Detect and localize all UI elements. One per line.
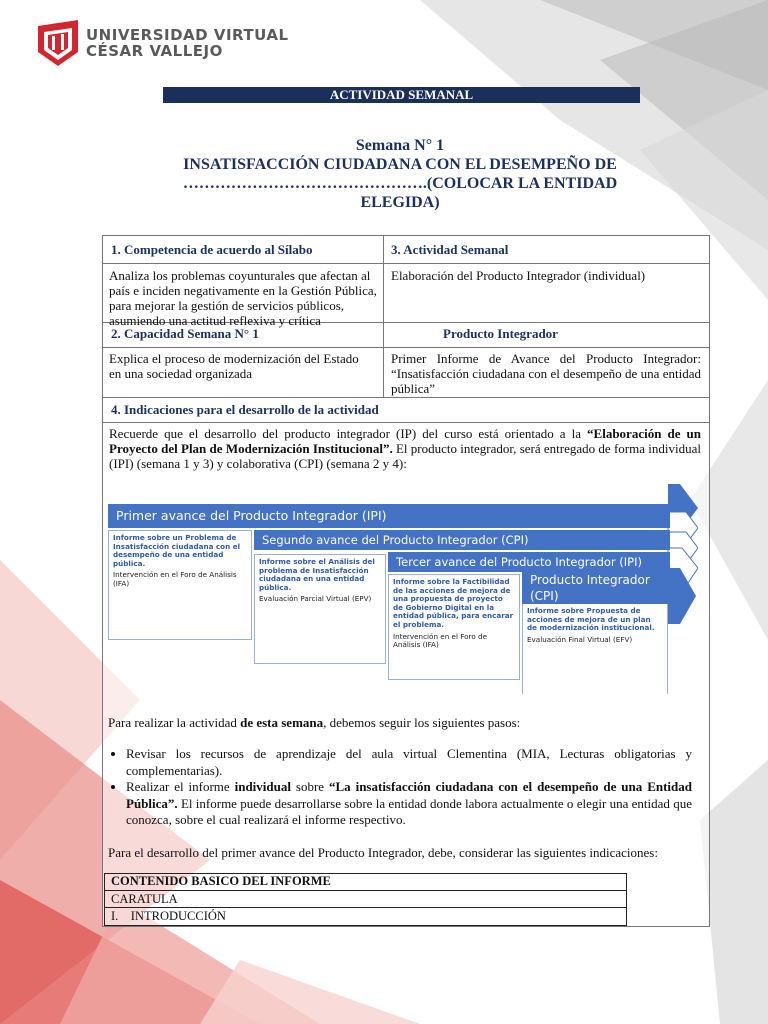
- actividad-text: Elaboración del Producto Integrador (individual): [391, 268, 646, 283]
- intro-emphasis: “Elaboración de un Proyecto del Plan de Modernización Institucional”.: [109, 426, 701, 456]
- producto-text: Primer Informe de Avance del Producto Integrador: “Insatisfacción ciudadana con el desempeño de una entidad pública”: [391, 351, 701, 396]
- diagram-box-2: [254, 554, 386, 664]
- box-3-title: Informe sobre la Factibilidad de las acciones de mejora de una propuesta de proyecto de Gobierno Digital en la entidad pública, para encarar el problema.: [393, 577, 514, 629]
- contenido-row: [105, 907, 626, 925]
- competencia-text: Analiza los problemas coyunturales que afectan al país e inciden negativamente en la Gestión Pública, para mejorar la gestión de servicios públicos, asumiendo una actitud reflexiva y crítica: [109, 268, 377, 328]
- activity-banner: ACTIVIDAD SEMANAL: [163, 87, 640, 103]
- closing-instruction: Para el desarrollo del primer avance del Producto Integrador, debe, considerar las siguientes indicaciones:: [108, 845, 658, 860]
- row-divider: [103, 263, 709, 264]
- logo-line-2: CÉSAR VALLEJO: [86, 42, 223, 60]
- lead-text-end: , debemos seguir los siguientes pasos:: [323, 715, 521, 730]
- box-4-note: Evaluación Final Virtual (EFV): [527, 634, 633, 644]
- lead-text: Para realizar la actividad: [108, 715, 241, 730]
- intro-text-end: El producto integrador, será entregado de forma individual (IPI) (semana 1 y 3) y colaborativa (CPI) (semana 2 y 4):: [109, 441, 702, 471]
- week-number: Semana N° 1: [355, 137, 445, 154]
- band-4-line-2: (CPI): [530, 589, 559, 603]
- diagram-box-1: [108, 530, 252, 640]
- box-2-note: Evaluación Parcial Virtual (EPV): [259, 594, 372, 604]
- step-2-text-end: El informe puede desarrollarse sobre la entidad donde labora actualmente o elegir una entidad que conozca, sobre el cual realizará el informe respectivo.: [126, 795, 692, 827]
- heading-line-3: ……………………………………….(COLOCAR LA ENTIDAD: [182, 175, 618, 192]
- university-logo-icon: [38, 20, 78, 66]
- contenido-title: CONTENIDO BASICO DEL INFORME: [111, 874, 331, 888]
- lead-emphasis: de esta semana: [240, 715, 324, 730]
- capacidad-text: Explica el proceso de modernización del Estado en una sociedad organizada: [109, 351, 359, 381]
- box-4-title: Informe sobre Propuesta de acciones de mejora de un plan de modernización institucional.: [527, 606, 655, 633]
- band-segundo-avance: Segundo avance del Producto Integrador (CPI): [254, 530, 670, 550]
- step-2-title: “La insatisfacción ciudadana con el desempeño de una Entidad Pública”.: [126, 779, 692, 811]
- capacidad-header: 2. Capacidad Semana N° 1: [111, 326, 259, 341]
- producto-integrador-diagram: [108, 484, 698, 696]
- row-divider: [103, 397, 709, 398]
- steps-list: [112, 746, 692, 829]
- band-4-line-1: Producto Integrador: [530, 573, 650, 587]
- step-2-emphasis: individual: [234, 779, 291, 794]
- step-item: [126, 779, 692, 829]
- contenido-row: CARATULA: [105, 890, 626, 908]
- heading-line-2: INSATISFACCIÓN CIUDADANA CON EL DESEMPEÑO DE: [183, 156, 617, 173]
- steps-lead: [108, 715, 700, 731]
- row-number: I.: [111, 909, 119, 923]
- university-name: [86, 27, 289, 59]
- box-1-title: Informe sobre un Problema de Insatisfacción ciudadana con el desempeño de una entidad pública.: [113, 533, 241, 568]
- band-primer-avance: Primer avance del Producto Integrador (IPI): [108, 504, 670, 528]
- column-divider: [383, 236, 384, 397]
- row-divider: [103, 422, 709, 423]
- box-1-note: Intervención en el Foro de Análisis (IFA): [113, 570, 237, 588]
- contenido-table: [104, 873, 627, 926]
- box-2-title: Informe sobre el Análisis del problema de Insatisfacción ciudadana en una entidad pública.: [259, 557, 375, 592]
- intro-paragraph: [109, 426, 701, 471]
- producto-header: Producto Integrador: [443, 326, 558, 341]
- band-tercer-avance: Tercer avance del Producto Integrador (IPI): [388, 552, 670, 572]
- week-heading: [160, 136, 640, 212]
- actividad-header: 3. Actividad Semanal: [391, 242, 509, 257]
- diagram-box-4: [522, 604, 668, 694]
- step-2-text: Realizar el informe: [126, 779, 235, 794]
- logo-line-1: UNIVERSIDAD VIRTUAL: [86, 26, 289, 44]
- box-3-note: Intervención en el Foro de Análisis (IFA): [393, 631, 487, 650]
- row-label: INTRODUCCIÓN: [130, 909, 226, 923]
- competencia-header: 1. Competencia de acuerdo al Sílabo: [111, 242, 313, 257]
- heading-line-4: ELEGIDA): [360, 194, 440, 211]
- diagram-box-3: [388, 574, 520, 680]
- intro-text: Recuerde que el desarrollo del producto integrador (IP) del curso está orientado a la: [109, 426, 588, 441]
- step-item: • Revisar los recursos de aprendizaje del aula virtual Clementina (MIA, Lecturas obligatorias y complementarias).: [126, 746, 692, 779]
- indicaciones-header: 4. Indicaciones para el desarrollo de la actividad: [111, 402, 379, 417]
- step-2-text: sobre: [290, 779, 329, 794]
- row-divider: [103, 347, 709, 348]
